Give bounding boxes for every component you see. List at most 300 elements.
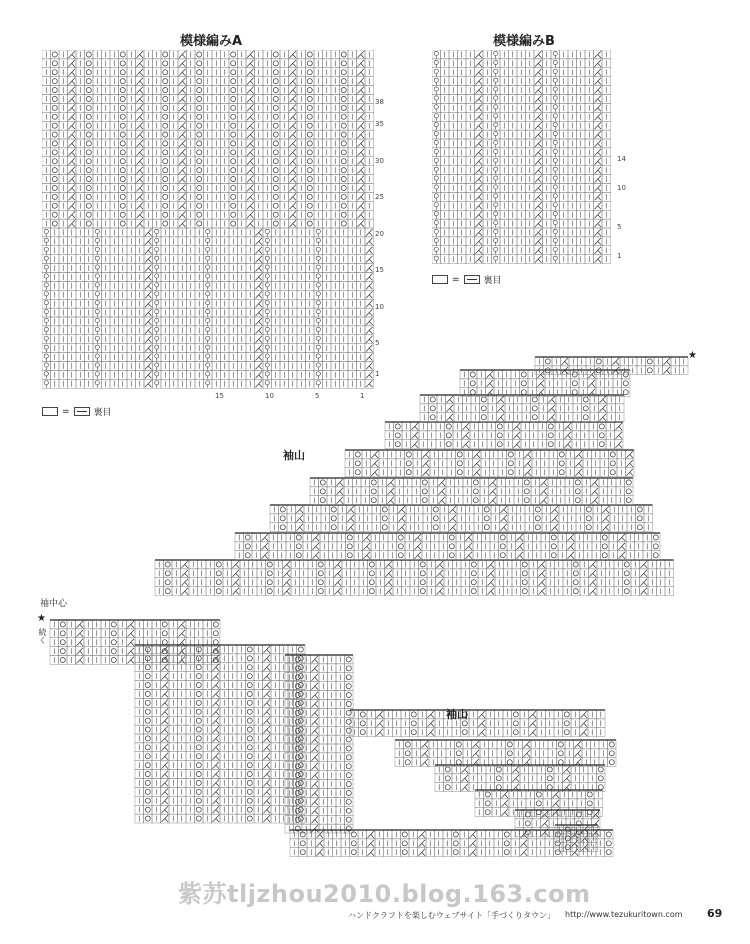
chart-cell (195, 86, 204, 95)
yarn-over-symbol (653, 544, 658, 549)
chart-cell (306, 77, 315, 86)
decrease-symbol (476, 202, 483, 209)
chart-cell (306, 157, 315, 166)
twisted-symbol (434, 105, 438, 109)
chart-cell (119, 166, 128, 175)
decrease-symbol (69, 69, 76, 76)
decrease-symbol (358, 69, 365, 76)
chart-b-row-label: 1 (617, 252, 622, 260)
yarn-over-symbol (197, 185, 202, 190)
decrease-symbol (386, 579, 393, 586)
yarn-over-symbol (197, 212, 202, 217)
yarn-over-symbol (197, 168, 202, 173)
decrease-symbol (145, 318, 152, 325)
yarn-over-symbol (197, 221, 202, 226)
chart-cell (272, 95, 281, 104)
decrease-symbol (619, 534, 626, 541)
twisted-symbol (316, 274, 320, 278)
decrease-symbol (247, 51, 254, 58)
decrease-symbol (137, 69, 144, 76)
chart-cell (521, 578, 530, 587)
twisted-symbol (265, 283, 269, 287)
chart-cell (51, 192, 60, 201)
twisted-symbol (494, 87, 498, 91)
decrease-symbol (364, 534, 371, 541)
yarn-over-symbol (86, 141, 91, 146)
decrease-symbol (595, 220, 602, 227)
decrease-symbol (290, 51, 297, 58)
decrease-symbol (256, 265, 263, 272)
chart-cell (229, 103, 238, 112)
twisted-symbol (265, 318, 269, 322)
chart-cell (346, 551, 355, 560)
chart-cell (161, 219, 170, 228)
decrease-symbol (335, 570, 342, 577)
chart-cell (295, 533, 304, 542)
decrease-symbol (290, 78, 297, 85)
yarn-over-symbol (163, 194, 168, 199)
twisted-symbol (265, 292, 269, 296)
chart-cell (119, 86, 128, 95)
chart-cell (51, 157, 60, 166)
chart-cell (161, 86, 170, 95)
yarn-over-symbol (231, 88, 236, 93)
yarn-over-symbol (602, 553, 607, 558)
decrease-symbol (179, 140, 186, 147)
decrease-symbol (366, 238, 373, 245)
decrease-symbol (69, 185, 76, 192)
yarn-over-symbol (86, 96, 91, 101)
yarn-over-symbol (120, 203, 125, 208)
chart-cell (119, 121, 128, 130)
chart-cell (448, 533, 457, 542)
decrease-symbol (179, 193, 186, 200)
twisted-symbol (494, 185, 498, 189)
chart-b-row-label: 10 (617, 184, 626, 192)
yarn-over-symbol (273, 70, 278, 75)
yarn-over-symbol (52, 88, 57, 93)
decrease-symbol (256, 238, 263, 245)
twisted-symbol (265, 327, 269, 331)
chart-cell (306, 59, 315, 68)
decrease-symbol (535, 256, 542, 263)
chart-cell (448, 551, 457, 560)
chart-cell (340, 148, 349, 157)
decrease-symbol (179, 149, 186, 156)
chart-cell (195, 50, 204, 59)
decrease-symbol (313, 534, 320, 541)
yarn-over-symbol (52, 212, 57, 217)
yarn-over-symbol (120, 96, 125, 101)
chart-cell (161, 68, 170, 77)
chart-cell (306, 192, 315, 201)
chart-cell (499, 533, 508, 542)
decrease-symbol (476, 122, 483, 129)
chart-cell (161, 166, 170, 175)
twisted-symbol (95, 247, 99, 251)
yarn-over-symbol (165, 580, 170, 585)
chart-cell (161, 103, 170, 112)
chart-cell (229, 175, 238, 184)
decrease-symbol (476, 104, 483, 111)
twisted-symbol (44, 274, 48, 278)
chart-cell (85, 50, 94, 59)
chart-cell (119, 184, 128, 193)
decrease-symbol (256, 327, 263, 334)
chart-cell (161, 139, 170, 148)
yarn-over-symbol (307, 114, 312, 119)
twisted-symbol (44, 238, 48, 242)
decrease-symbol (137, 220, 144, 227)
decrease-symbol (69, 122, 76, 129)
chart-cell (266, 578, 275, 587)
yarn-over-symbol (197, 105, 202, 110)
decrease-symbol (476, 247, 483, 254)
chart-cell (272, 210, 281, 219)
decrease-symbol (179, 113, 186, 120)
decrease-symbol (595, 96, 602, 103)
decrease-symbol (290, 193, 297, 200)
yarn-over-symbol (318, 562, 323, 567)
twisted-symbol (155, 283, 159, 287)
chart-cell (340, 59, 349, 68)
yarn-over-symbol (86, 52, 91, 57)
yarn-over-symbol (86, 212, 91, 217)
yarn-over-symbol (307, 150, 312, 155)
yarn-over-symbol (471, 580, 476, 585)
chart-cell (161, 50, 170, 59)
yarn-over-symbol (341, 132, 346, 137)
chart-cell (51, 121, 60, 130)
chart-a-row-label: 5 (375, 339, 380, 347)
yarn-over-symbol (52, 185, 57, 190)
decrease-symbol (256, 291, 263, 298)
decrease-symbol (595, 149, 602, 156)
yarn-over-symbol (120, 177, 125, 182)
yarn-over-symbol (197, 194, 202, 199)
chart-cell (279, 505, 288, 514)
decrease-symbol (595, 238, 602, 245)
decrease-symbol (179, 167, 186, 174)
twisted-symbol (95, 229, 99, 233)
yarn-over-symbol (197, 96, 202, 101)
twisted-symbol (434, 176, 438, 180)
yarn-over-symbol (120, 141, 125, 146)
yarn-over-symbol (602, 544, 607, 549)
yarn-over-symbol (231, 132, 236, 137)
yarn-over-symbol (86, 70, 91, 75)
chart-cell (229, 77, 238, 86)
decrease-symbol (69, 176, 76, 183)
decrease-symbol (137, 158, 144, 165)
twisted-symbol (434, 114, 438, 118)
yarn-over-symbol (341, 79, 346, 84)
chart-cell (161, 157, 170, 166)
yarn-over-symbol (120, 70, 125, 75)
decrease-symbol (366, 229, 373, 236)
chart-cell (521, 569, 530, 578)
chart-cell (229, 210, 238, 219)
yarn-over-symbol (318, 580, 323, 585)
yarn-over-symbol (273, 52, 278, 57)
decrease-symbol (476, 220, 483, 227)
chart-cell (51, 77, 60, 86)
decrease-symbol (595, 158, 602, 165)
yarn-over-symbol (318, 571, 323, 576)
twisted-symbol (206, 238, 210, 242)
twisted-symbol (44, 327, 48, 331)
decrease-symbol (539, 570, 546, 577)
chart-cell (195, 192, 204, 201)
decrease-symbol (297, 506, 304, 513)
decrease-symbol (358, 158, 365, 165)
decrease-symbol (137, 104, 144, 111)
decrease-symbol (182, 579, 189, 586)
chart-cell (272, 68, 281, 77)
yarn-over-symbol (341, 88, 346, 93)
yarn-over-symbol (86, 123, 91, 128)
decrease-symbol (488, 579, 495, 586)
twisted-symbol (316, 309, 320, 313)
decrease-symbol (535, 113, 542, 120)
yarn-over-symbol (341, 105, 346, 110)
decrease-symbol (69, 87, 76, 94)
chart-cell (244, 542, 253, 551)
twisted-symbol (265, 274, 269, 278)
decrease-symbol (535, 238, 542, 245)
yarn-over-symbol (165, 562, 170, 567)
yarn-over-symbol (231, 96, 236, 101)
decrease-symbol (69, 149, 76, 156)
yarn-over-symbol (86, 159, 91, 164)
decrease-symbol (568, 534, 575, 541)
chart-cell (161, 175, 170, 184)
chart-cell (51, 50, 60, 59)
twisted-symbol (155, 229, 159, 233)
chart-cell (272, 59, 281, 68)
yarn-over-symbol (273, 79, 278, 84)
purl-square-icon (464, 275, 480, 284)
chart-cell (550, 533, 559, 542)
twisted-symbol (553, 114, 557, 118)
yarn-over-symbol (52, 159, 57, 164)
chart-cell (340, 68, 349, 77)
twisted-symbol (494, 176, 498, 180)
twisted-symbol (316, 301, 320, 305)
yarn-over-symbol (307, 159, 312, 164)
chart-cell (317, 578, 326, 587)
twisted-symbol (44, 318, 48, 322)
decrease-symbol (137, 113, 144, 120)
twisted-symbol (494, 123, 498, 127)
chart-cell (229, 184, 238, 193)
yarn-over-symbol (86, 150, 91, 155)
twisted-symbol (434, 96, 438, 100)
yarn-over-symbol (347, 553, 352, 558)
twisted-symbol (434, 229, 438, 233)
chart-cell (272, 166, 281, 175)
chart-cell (195, 112, 204, 121)
yarn-over-symbol (216, 571, 221, 576)
yarn-over-symbol (86, 88, 91, 93)
chart-cell (119, 68, 128, 77)
decrease-symbol (262, 534, 269, 541)
decrease-symbol (595, 256, 602, 263)
sleeve-cap-top-chart (0, 340, 750, 610)
yarn-over-symbol (307, 212, 312, 217)
chart-cell (272, 139, 281, 148)
chart-cell (306, 148, 315, 157)
decrease-symbol (476, 229, 483, 236)
decrease-symbol (69, 51, 76, 58)
twisted-symbol (95, 265, 99, 269)
yarn-over-symbol (86, 132, 91, 137)
chart-cell (85, 201, 94, 210)
decrease-symbol (290, 69, 297, 76)
yarn-over-symbol (341, 96, 346, 101)
chart-cell (499, 542, 508, 551)
yarn-over-symbol (273, 221, 278, 226)
twisted-symbol (494, 212, 498, 216)
twisted-symbol (206, 301, 210, 305)
decrease-symbol (476, 167, 483, 174)
chart-cell (85, 166, 94, 175)
yarn-over-symbol (231, 79, 236, 84)
chart-cell (470, 578, 479, 587)
decrease-symbol (137, 167, 144, 174)
decrease-symbol (69, 131, 76, 138)
decrease-symbol (348, 506, 355, 513)
yarn-over-symbol (369, 571, 374, 576)
chart-cell (272, 175, 281, 184)
decrease-symbol (137, 96, 144, 103)
decrease-symbol (535, 247, 542, 254)
chart-cell (499, 551, 508, 560)
yarn-over-symbol (86, 203, 91, 208)
decrease-symbol (476, 256, 483, 263)
chart-cell (164, 569, 173, 578)
yarn-over-symbol (197, 159, 202, 164)
decrease-symbol (179, 96, 186, 103)
chart-cell (195, 184, 204, 193)
decrease-symbol (145, 274, 152, 281)
decrease-symbol (366, 327, 373, 334)
yarn-over-symbol (273, 141, 278, 146)
twisted-symbol (434, 51, 438, 55)
twisted-symbol (553, 247, 557, 251)
chart-cell (266, 560, 275, 569)
chart-cell (119, 219, 128, 228)
chart-a-row-label: 38 (375, 98, 384, 106)
twisted-symbol (206, 274, 210, 278)
decrease-symbol (179, 69, 186, 76)
decrease-symbol (366, 256, 373, 263)
decrease-symbol (364, 552, 371, 559)
yarn-over-symbol (341, 203, 346, 208)
chart-cell (119, 95, 128, 104)
yarn-over-symbol (522, 562, 527, 567)
chart-cell (164, 578, 173, 587)
chart-cell (51, 175, 60, 184)
yarn-over-symbol (551, 544, 556, 549)
chart-cell (51, 139, 60, 148)
twisted-symbol (553, 238, 557, 242)
twisted-symbol (265, 265, 269, 269)
twisted-symbol (434, 149, 438, 153)
twisted-symbol (155, 292, 159, 296)
yarn-over-symbol (163, 88, 168, 93)
decrease-symbol (535, 140, 542, 147)
yarn-over-symbol (653, 535, 658, 540)
twisted-symbol (265, 229, 269, 233)
chart-cell (215, 578, 224, 587)
decrease-symbol (595, 185, 602, 192)
chart-cell (550, 551, 559, 560)
yarn-over-symbol (347, 535, 352, 540)
chart-cell (161, 112, 170, 121)
yarn-over-symbol (231, 70, 236, 75)
twisted-symbol (265, 256, 269, 260)
decrease-symbol (358, 193, 365, 200)
twisted-symbol (553, 185, 557, 189)
chart-cell (161, 201, 170, 210)
twisted-symbol (434, 87, 438, 91)
decrease-symbol (358, 122, 365, 129)
decrease-symbol (137, 51, 144, 58)
decrease-symbol (535, 202, 542, 209)
chart-cell (470, 560, 479, 569)
twisted-symbol (155, 238, 159, 242)
yarn-over-symbol (341, 159, 346, 164)
chart-b-row-label: 5 (617, 223, 622, 231)
yarn-over-symbol (267, 571, 272, 576)
chart-cell (215, 569, 224, 578)
chart-cell (195, 157, 204, 166)
chart-cell (272, 103, 281, 112)
decrease-symbol (535, 131, 542, 138)
decrease-symbol (137, 193, 144, 200)
decrease-symbol (476, 140, 483, 147)
yarn-over-symbol (551, 535, 556, 540)
decrease-symbol (595, 229, 602, 236)
legend-label: 裏目 (93, 408, 112, 418)
yarn-over-symbol (573, 571, 578, 576)
chart-cell (572, 560, 581, 569)
chart-cell (229, 86, 238, 95)
decrease-symbol (535, 96, 542, 103)
yarn-over-symbol (120, 159, 125, 164)
chart-cell (85, 219, 94, 228)
decrease-symbol (69, 78, 76, 85)
yarn-over-symbol (231, 105, 236, 110)
decrease-symbol (137, 131, 144, 138)
yarn-over-symbol (120, 194, 125, 199)
decrease-symbol (247, 220, 254, 227)
decrease-symbol (69, 167, 76, 174)
twisted-symbol (553, 131, 557, 135)
yarn-over-symbol (231, 61, 236, 66)
decrease-symbol (179, 122, 186, 129)
twisted-symbol (265, 301, 269, 305)
decrease-symbol (366, 282, 373, 289)
twisted-symbol (553, 87, 557, 91)
chart-cell (85, 95, 94, 104)
decrease-symbol (256, 256, 263, 263)
chart-cell (419, 578, 428, 587)
chart-cell (229, 95, 238, 104)
yarn-over-symbol (197, 123, 202, 128)
twisted-symbol (206, 247, 210, 251)
